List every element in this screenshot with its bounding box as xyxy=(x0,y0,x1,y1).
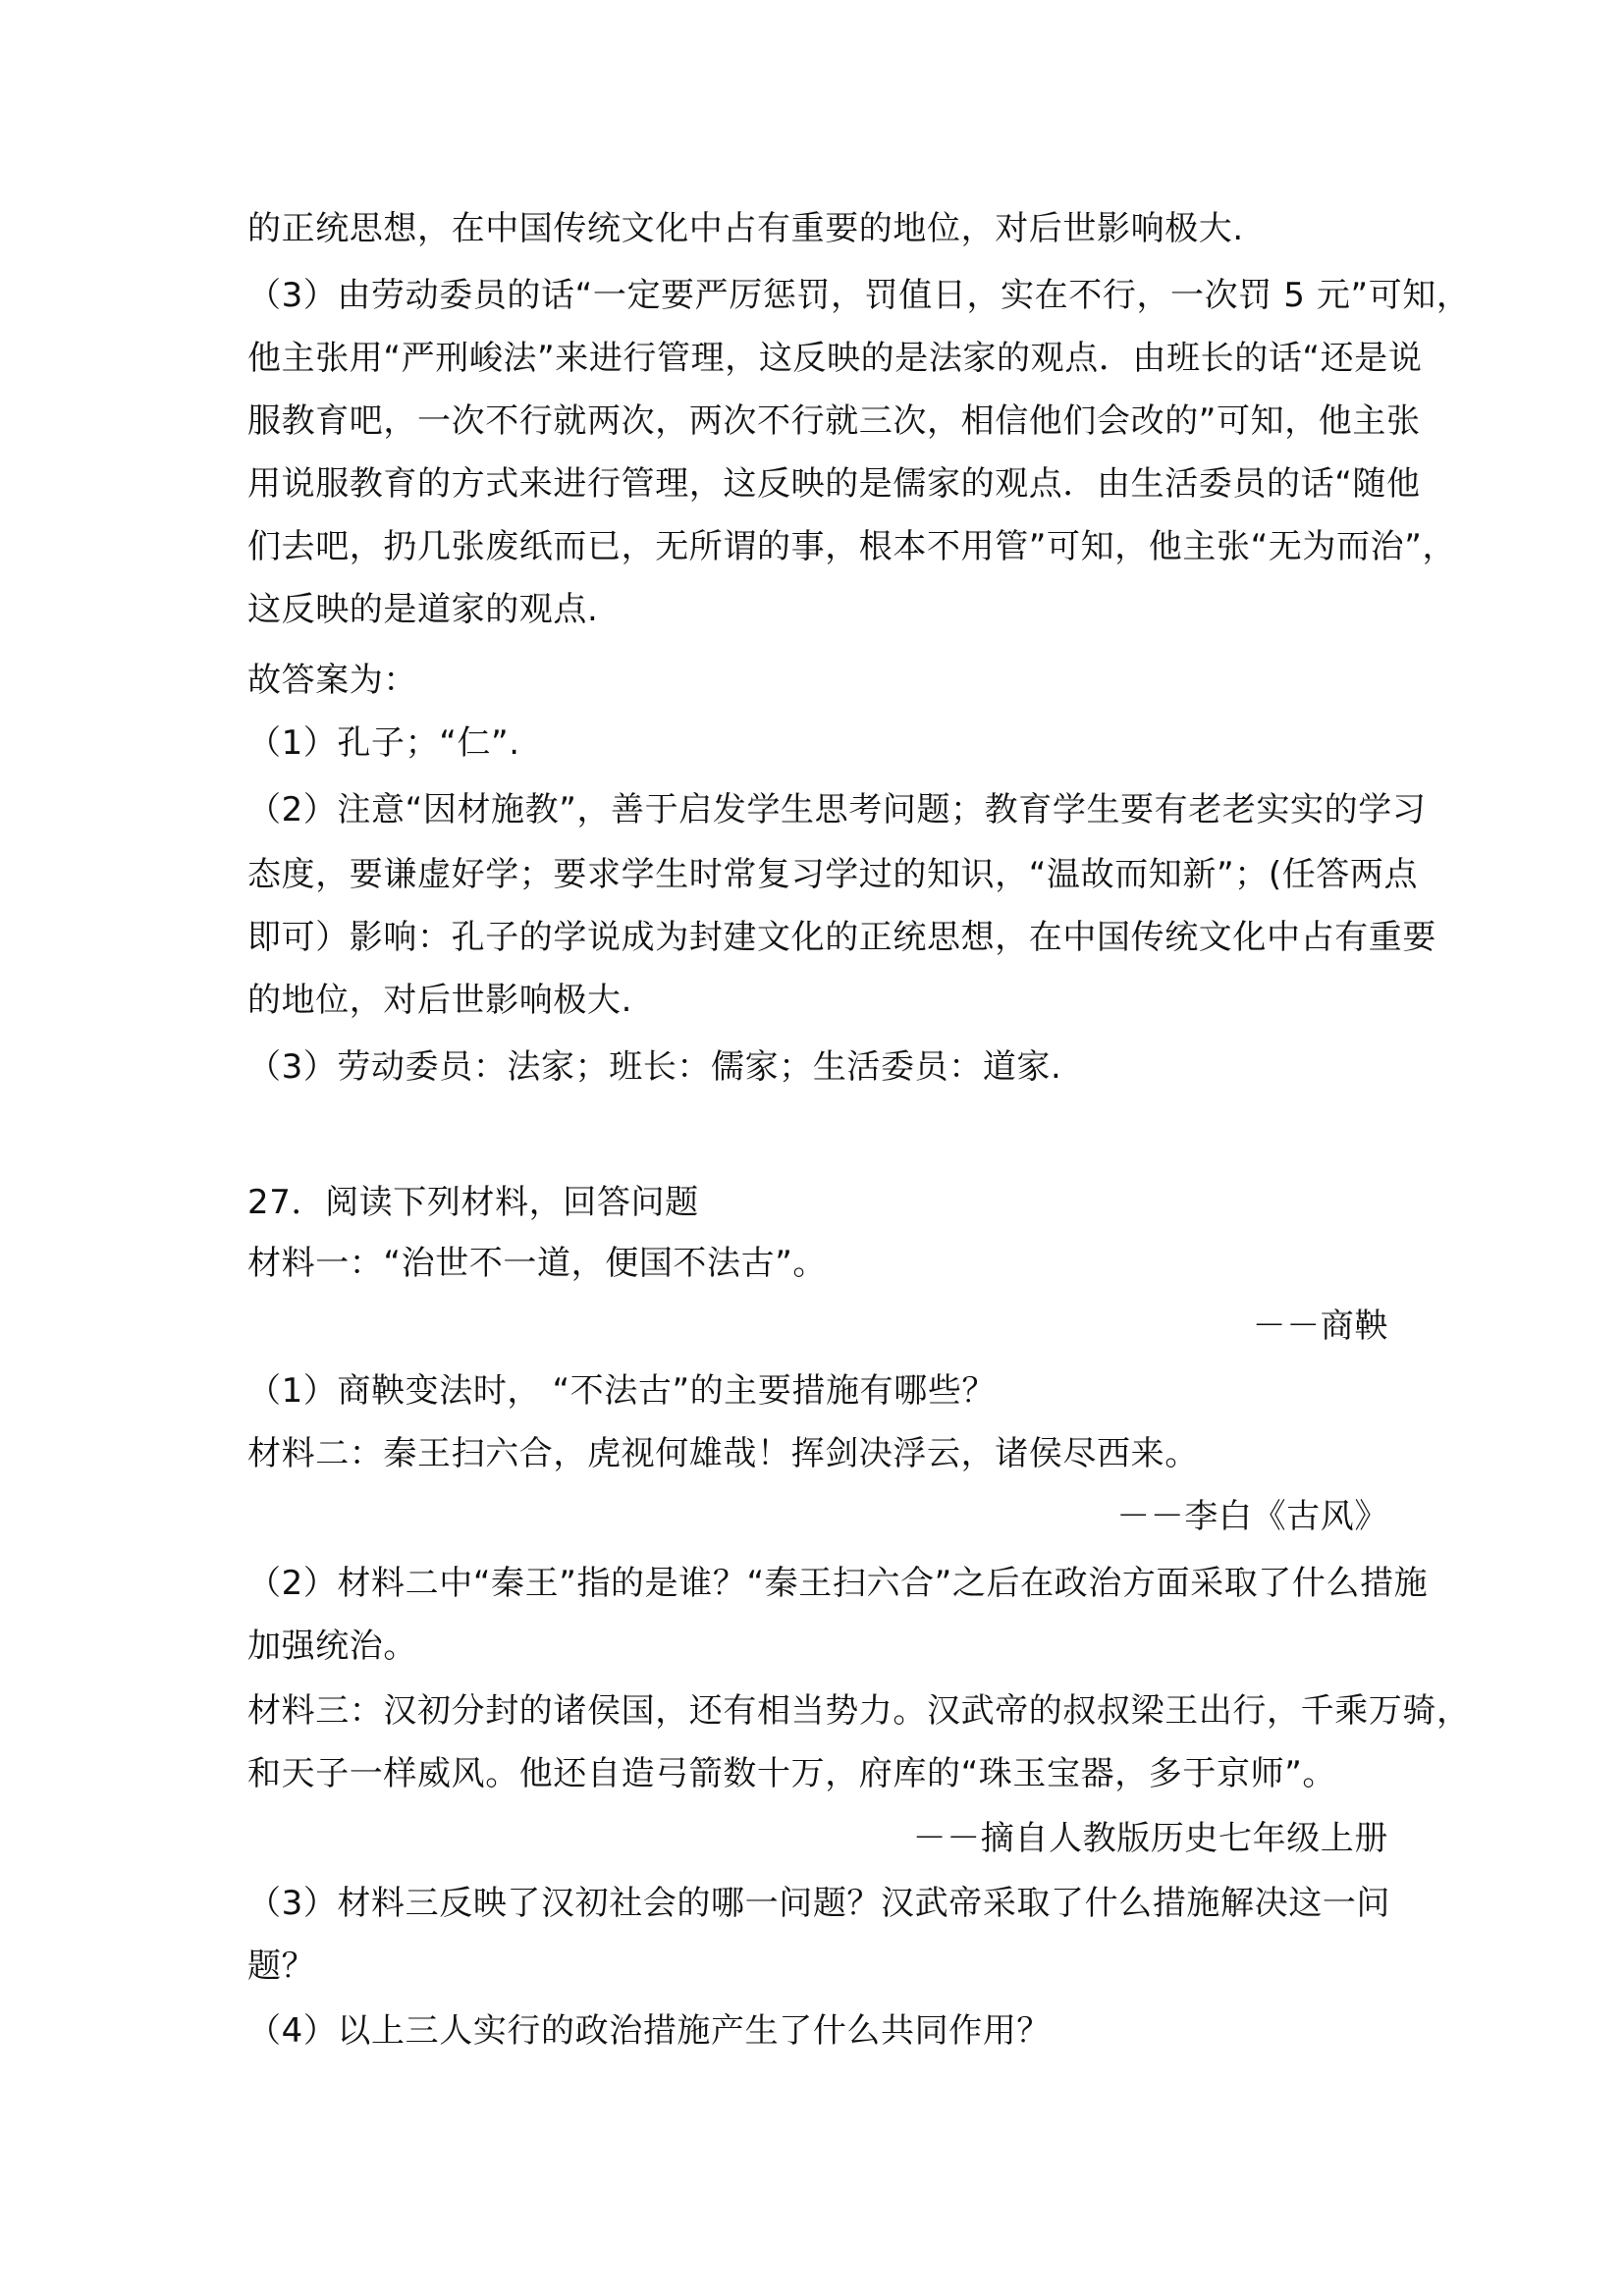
question-item: 题？ xyxy=(247,1947,316,1986)
answer-line: 他主张用“严刑峻法”来进行管理，这反映的是法家的观点．由班长的话“还是说 xyxy=(247,339,1423,378)
answer-item: （2）注意“因材施教”，善于启发学生思考问题；教育学生要有老老实实的学习 xyxy=(247,790,1427,829)
answer-item: 即可）影响：孔子的学说成为封建文化的正统思想，在中国传统文化中占有重要 xyxy=(247,918,1436,957)
question-item: （3）材料三反映了汉初社会的哪一问题？汉武帝采取了什么措施解决这一问 xyxy=(247,1884,1391,1923)
answer-line: 服教育吧，一次不行就两次，两次不行就三次，相信他们会改的”可知，他主张 xyxy=(247,401,1421,441)
answer-item: （3）劳动委员：法家；班长：儒家；生活委员：道家. xyxy=(247,1047,1062,1087)
answer-item: 态度，要谦虚好学；要求学生时常复习学过的知识，“温故而知新”；(任答两点 xyxy=(247,855,1419,894)
answer-item: （1）孔子；“仁”. xyxy=(247,723,520,763)
material-source: －－摘自人教版历史七年级上册 xyxy=(912,1819,1388,1858)
material-source: －－李白《古风》 xyxy=(1116,1497,1388,1536)
material-text: 和天子一样威风。他还自造弓箭数十万，府库的“珠玉宝器，多于京师”。 xyxy=(247,1754,1337,1793)
answer-item: 的地位，对后世影响极大. xyxy=(247,981,633,1020)
question-item: （2）材料二中“秦王”指的是谁？“秦王扫六合”之后在政治方面采取了什么措施 xyxy=(247,1564,1429,1603)
question-item: （4）以上三人实行的政治措施产生了什么共同作用？ xyxy=(247,2011,1052,2051)
question-title: 27．阅读下列材料，回答问题 xyxy=(247,1183,699,1222)
answer-line: （3）由劳动委员的话“一定要严厉惩罚，罚值日，实在不行，一次罚 5 元”可知， xyxy=(247,276,1471,315)
answer-heading: 故答案为： xyxy=(247,661,417,700)
answer-line: 这反映的是道家的观点. xyxy=(247,590,599,629)
question-item: 加强统治。 xyxy=(247,1627,417,1666)
question-item: （1）商鞅变法时， “不法古”的主要措施有哪些？ xyxy=(247,1371,997,1411)
answer-line: 用说服教育的方式来进行管理，这反映的是儒家的观点．由生活委员的话“随他 xyxy=(247,464,1421,504)
material-source: －－商鞅 xyxy=(1252,1307,1388,1346)
answer-line: 的正统思想，在中国传统文化中占有重要的地位，对后世影响极大. xyxy=(247,209,1244,248)
material-text: 材料三：汉初分封的诸侯国，还有相当势力。汉武帝的叔叔梁王出行，千乘万骑， xyxy=(247,1691,1471,1731)
material-text: 材料一：“治世不一道，便国不法古”。 xyxy=(247,1244,828,1283)
material-text: 材料二：秦王扫六合，虎视何雄哉！挥剑决浮云，诸侯尽西来。 xyxy=(247,1434,1199,1473)
answer-line: 们去吧，扔几张废纸而已，无所谓的事，根本不用管”可知，他主张“无为而治”， xyxy=(247,527,1457,566)
